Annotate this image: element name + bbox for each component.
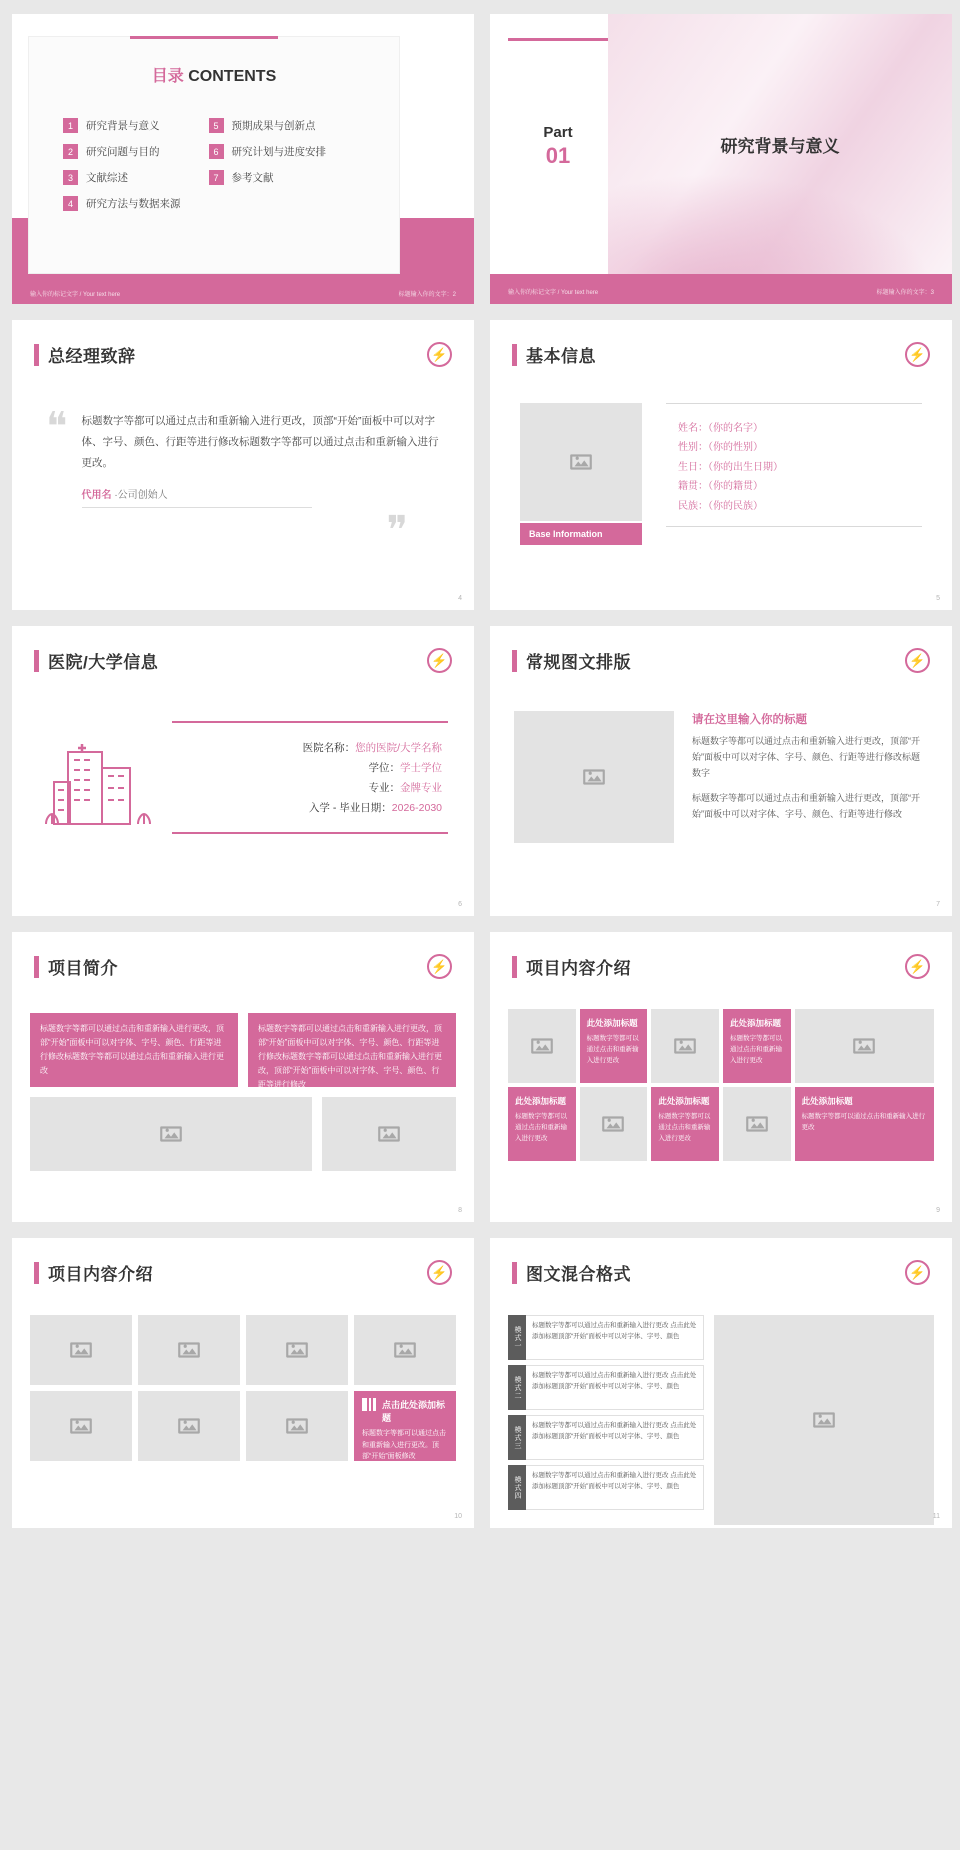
list-item[interactable] [508, 1365, 704, 1410]
item-key: 模式四 [508, 1465, 526, 1510]
content-card[interactable] [723, 1009, 791, 1083]
page-title: 图文混合格式 [526, 1265, 631, 1284]
item-label: 文献综述 [86, 172, 128, 184]
mode-list [508, 1315, 704, 1525]
image-placeholder-icon[interactable] [138, 1391, 240, 1461]
page-number: 10 [454, 1513, 462, 1520]
contents-title-zh: 目录 [151, 68, 184, 85]
slide-project-intro[interactable] [12, 932, 474, 1222]
text-box: 标题数字等都可以通过点击和重新输入进行更改，顶部“开始”面板中可以对字体、字号、颜色、行距等进行修改标题数字等都可以通过点击和重新输入进行更改，顶部“开始”面板中可以对字体、字号、颜色、行距等进行修改 [248, 1013, 456, 1087]
image-placeholder-icon[interactable] [795, 1009, 934, 1083]
quote-text: 标题数字等都可以通过点击和重新输入进行更改，顶部“开始”面板中可以对字体、字号、颜色、行距等进行修改标题数字等都可以通过点击和重新输入进行更改。 [81, 415, 439, 469]
logo-icon: ⚡ [427, 954, 452, 979]
quote-body [82, 411, 440, 508]
contents-title [29, 63, 399, 86]
contents-columns [63, 118, 399, 222]
slide-project-content[interactable] [490, 932, 952, 1222]
title-accent-bar [34, 650, 39, 672]
title-accent-bar [34, 344, 39, 366]
text-boxes-row [30, 1013, 456, 1087]
item-number: 5 [209, 118, 224, 133]
slide-part-cover[interactable] [490, 14, 952, 304]
image-placeholder-icon[interactable] [246, 1391, 348, 1461]
card-text: 标题数字等都可以通过点击和重新输入进行更改 [515, 1113, 567, 1143]
signature [82, 486, 440, 501]
item-number: 1 [63, 118, 78, 133]
title-accent-bar [512, 1262, 517, 1284]
info-row: 生日：（你的出生日期） [678, 461, 783, 473]
info-list [172, 721, 448, 834]
card-title: 此处添加标题 [586, 1018, 638, 1028]
image-placeholder-icon[interactable] [322, 1097, 456, 1171]
page-title: 总经理致辞 [48, 347, 136, 366]
item-label: 研究计划与进度安排 [231, 146, 326, 158]
item-key: 模式二 [508, 1365, 526, 1410]
signature-role: ·公司创始人 [114, 490, 168, 501]
text-box: 标题数字等都可以通过点击和重新输入进行更改，顶部“开始”面板中可以对字体、字号、颜色、行距等进行修改标题数字等都可以通过点击和重新输入进行更改 [30, 1013, 238, 1087]
slide-ceo-message[interactable] [12, 320, 474, 610]
content-row [38, 721, 448, 834]
paragraph: 标题数字等都可以通过点击和重新输入进行更改，顶部“开始”面板中可以对字体、字号、颜色、行距等进行修改 [692, 793, 920, 819]
cover-title: 研究背景与意义 [720, 136, 840, 156]
page-number: 8 [458, 1207, 462, 1214]
quote-close-icon: ❞ [386, 508, 408, 554]
logo-icon: ⚡ [427, 342, 452, 367]
slide-footer [12, 289, 474, 298]
book-icon [362, 1398, 376, 1411]
logo-icon: ⚡ [427, 1260, 452, 1285]
slide-header [12, 932, 474, 979]
footer-left: 输入你的标记文字 / Your text here [508, 290, 599, 296]
card-title: 此处添加标题 [658, 1096, 710, 1106]
info-key: 专业： [368, 782, 400, 794]
contents-card [28, 36, 400, 274]
info-row [172, 740, 448, 755]
list-item[interactable] [508, 1465, 704, 1510]
contents-title-en: CONTENTS [188, 68, 277, 85]
page-number: 5 [936, 595, 940, 602]
slide-hospital-info[interactable] [12, 626, 474, 916]
image-row [30, 1097, 456, 1171]
page-title: 基本信息 [526, 347, 596, 366]
logo-icon: ⚡ [905, 1260, 930, 1285]
info-value: 学士学位 [400, 762, 442, 774]
title-accent-bar [512, 650, 517, 672]
list-item[interactable] [209, 170, 327, 185]
image-placeholder-icon[interactable] [714, 1315, 934, 1525]
page-title: 项目内容介绍 [48, 1265, 153, 1284]
item-text: 标题数字等都可以通过点击和重新输入进行更改 点击此处添加标题顶部“开始”面板中可以对字体、字号、颜色 [526, 1315, 704, 1360]
part-label: Part [543, 124, 573, 141]
slide-header [490, 320, 952, 367]
part-number: 01 [545, 143, 571, 168]
list-item[interactable] [63, 144, 181, 159]
cover-image-area [608, 14, 952, 274]
logo-icon: ⚡ [905, 954, 930, 979]
list-item[interactable] [209, 118, 327, 133]
logo-icon: ⚡ [905, 342, 930, 367]
image-placeholder-icon[interactable] [30, 1097, 312, 1171]
quote-open-icon: ❝ [46, 404, 68, 450]
divider [82, 507, 312, 508]
item-text: 标题数字等都可以通过点击和重新输入进行更改 点击此处添加标题顶部“开始”面板中可以对字体、字号、颜色 [526, 1415, 704, 1460]
item-number: 3 [63, 170, 78, 185]
page-number: 6 [458, 901, 462, 908]
paragraph: 标题数字等都可以通过点击和重新输入进行更改，顶部“开始”面板中可以对字体、字号、颜色、行距等进行修改标题数字 [692, 736, 920, 778]
item-label: 研究背景与意义 [86, 120, 160, 132]
page-number: 4 [458, 595, 462, 602]
slide-header [12, 1238, 474, 1285]
info-key: 学位： [368, 762, 400, 774]
page-title: 医院/大学信息 [48, 653, 159, 672]
footer-right: 标题输入你的文字：3 [876, 290, 934, 296]
card-text: 标题数字等都可以通过点击和重新输入进行更改 [586, 1035, 639, 1065]
content-card[interactable] [508, 1087, 576, 1161]
card-text: 标题数字等都可以通过点击和重新输入进行更改 [729, 1035, 782, 1065]
quote-block [46, 404, 440, 508]
item-text: 标题数字等都可以通过点击和重新输入进行更改 点击此处添加标题顶部“开始”面板中可以对字体、字号、颜色 [526, 1365, 704, 1410]
slide-contents[interactable] [12, 14, 474, 304]
image-placeholder-icon[interactable] [651, 1009, 719, 1083]
text-block [692, 711, 928, 843]
page-title: 项目内容介绍 [526, 959, 631, 978]
page-number: 9 [936, 1207, 940, 1214]
slide-header [12, 626, 474, 673]
card-title: 此处添加标题 [801, 1096, 853, 1106]
slide-header [490, 1238, 952, 1285]
part-block [508, 38, 608, 252]
info-row: 籍贯：（你的籍贯） [678, 481, 763, 492]
image-placeholder-icon[interactable] [508, 1009, 576, 1083]
footer-left: 输入你的标记文字 / Your text here [30, 292, 121, 298]
signature-name: 代用名 [81, 490, 112, 501]
contents-column-left [63, 118, 181, 222]
section-heading: 请在这里输入你的标题 [692, 714, 807, 726]
photo-slot[interactable] [520, 403, 642, 539]
page-title: 项目简介 [48, 959, 118, 978]
card-text: 标题数字等都可以通过点击和重新输入进行更改 [801, 1113, 926, 1132]
image-placeholder-icon[interactable] [30, 1315, 132, 1385]
slide-header [490, 626, 952, 673]
list-item[interactable] [63, 118, 181, 133]
content-card[interactable] [795, 1087, 934, 1161]
image-placeholder-icon[interactable] [580, 1087, 648, 1161]
image-placeholder-icon[interactable] [138, 1315, 240, 1385]
info-row [172, 800, 448, 815]
info-list [666, 403, 922, 527]
image-placeholder-icon[interactable] [30, 1391, 132, 1461]
info-value: 您的医院/大学名称 [355, 742, 442, 754]
cta-title: 点击此处添加标题 [382, 1400, 446, 1423]
image-placeholder-icon [520, 403, 642, 521]
title-accent-bar [34, 956, 39, 978]
content-card[interactable] [651, 1087, 719, 1161]
card-title: 此处添加标题 [729, 1018, 781, 1028]
content-card[interactable] [580, 1009, 648, 1083]
item-label: 预期成果与创新点 [231, 120, 316, 132]
item-key: 模式一 [508, 1315, 526, 1360]
image-placeholder-icon[interactable] [514, 711, 674, 843]
title-accent-bar [512, 344, 517, 366]
item-label: 参考文献 [231, 172, 274, 184]
content-row [520, 403, 922, 539]
list-item[interactable] [508, 1415, 704, 1460]
slide-photo-grid[interactable] [12, 1238, 474, 1528]
info-value: 金牌专业 [400, 782, 442, 794]
footer-right: 标题输入你的文字：2 [398, 292, 456, 298]
image-placeholder-icon[interactable] [723, 1087, 791, 1161]
logo-icon: ⚡ [905, 648, 930, 673]
slide-image-text-layout[interactable] [490, 626, 952, 916]
item-number: 6 [209, 144, 224, 159]
info-row: 民族：（你的民族） [678, 500, 763, 512]
photo-grid [30, 1315, 456, 1461]
slide-footer [490, 287, 952, 296]
page-number: 11 [932, 1513, 940, 1520]
info-key: 医院名称： [302, 742, 356, 754]
info-value: 2026-2030 [391, 802, 442, 814]
cta-card[interactable] [354, 1391, 456, 1461]
info-row: 姓名：（你的名字） [678, 422, 763, 434]
card-grid [508, 1009, 934, 1161]
item-key: 模式三 [508, 1415, 526, 1460]
slide-base-information[interactable] [490, 320, 952, 610]
title-accent-bar [512, 956, 517, 978]
list-item[interactable] [209, 144, 327, 159]
item-label: 研究方法与数据来源 [86, 198, 181, 210]
item-number: 2 [63, 144, 78, 159]
title-accent-bar [130, 36, 278, 39]
list-item[interactable] [63, 196, 181, 211]
cta-text: 标题数字等都可以通过点击和重新输入进行更改。顶部“开始”面板修改 [362, 1430, 446, 1461]
info-key: 入学 - 毕业日期： [308, 802, 392, 814]
content-row [508, 1315, 934, 1525]
page-number: 7 [936, 901, 940, 908]
item-number: 7 [209, 170, 224, 185]
slide-mixed-format[interactable] [490, 1238, 952, 1528]
list-item[interactable] [63, 170, 181, 185]
card-title: 此处添加标题 [515, 1096, 567, 1106]
logo-icon: ⚡ [427, 648, 452, 673]
slide-header [490, 932, 952, 979]
info-row [172, 780, 448, 795]
slide-header [12, 320, 474, 367]
contents-column-right [209, 118, 327, 222]
page-title: 常规图文排版 [526, 653, 631, 672]
list-item[interactable] [508, 1315, 704, 1360]
item-label: 研究问题与目的 [86, 146, 160, 158]
title-accent-bar [34, 1262, 39, 1284]
photo-tag: Base Information [520, 523, 642, 545]
card-text: 标题数字等都可以通过点击和重新输入进行更改 [658, 1113, 711, 1143]
building-icon [38, 738, 158, 834]
content-row [514, 711, 928, 843]
info-row [172, 760, 448, 775]
image-placeholder-icon[interactable] [354, 1315, 456, 1385]
info-row: 性别：（你的性别） [678, 442, 763, 453]
item-text: 标题数字等都可以通过点击和重新输入进行更改 点击此处添加标题顶部“开始”面板中可以对字体、字号、颜色 [526, 1465, 704, 1510]
image-placeholder-icon[interactable] [246, 1315, 348, 1385]
item-number: 4 [63, 196, 78, 211]
